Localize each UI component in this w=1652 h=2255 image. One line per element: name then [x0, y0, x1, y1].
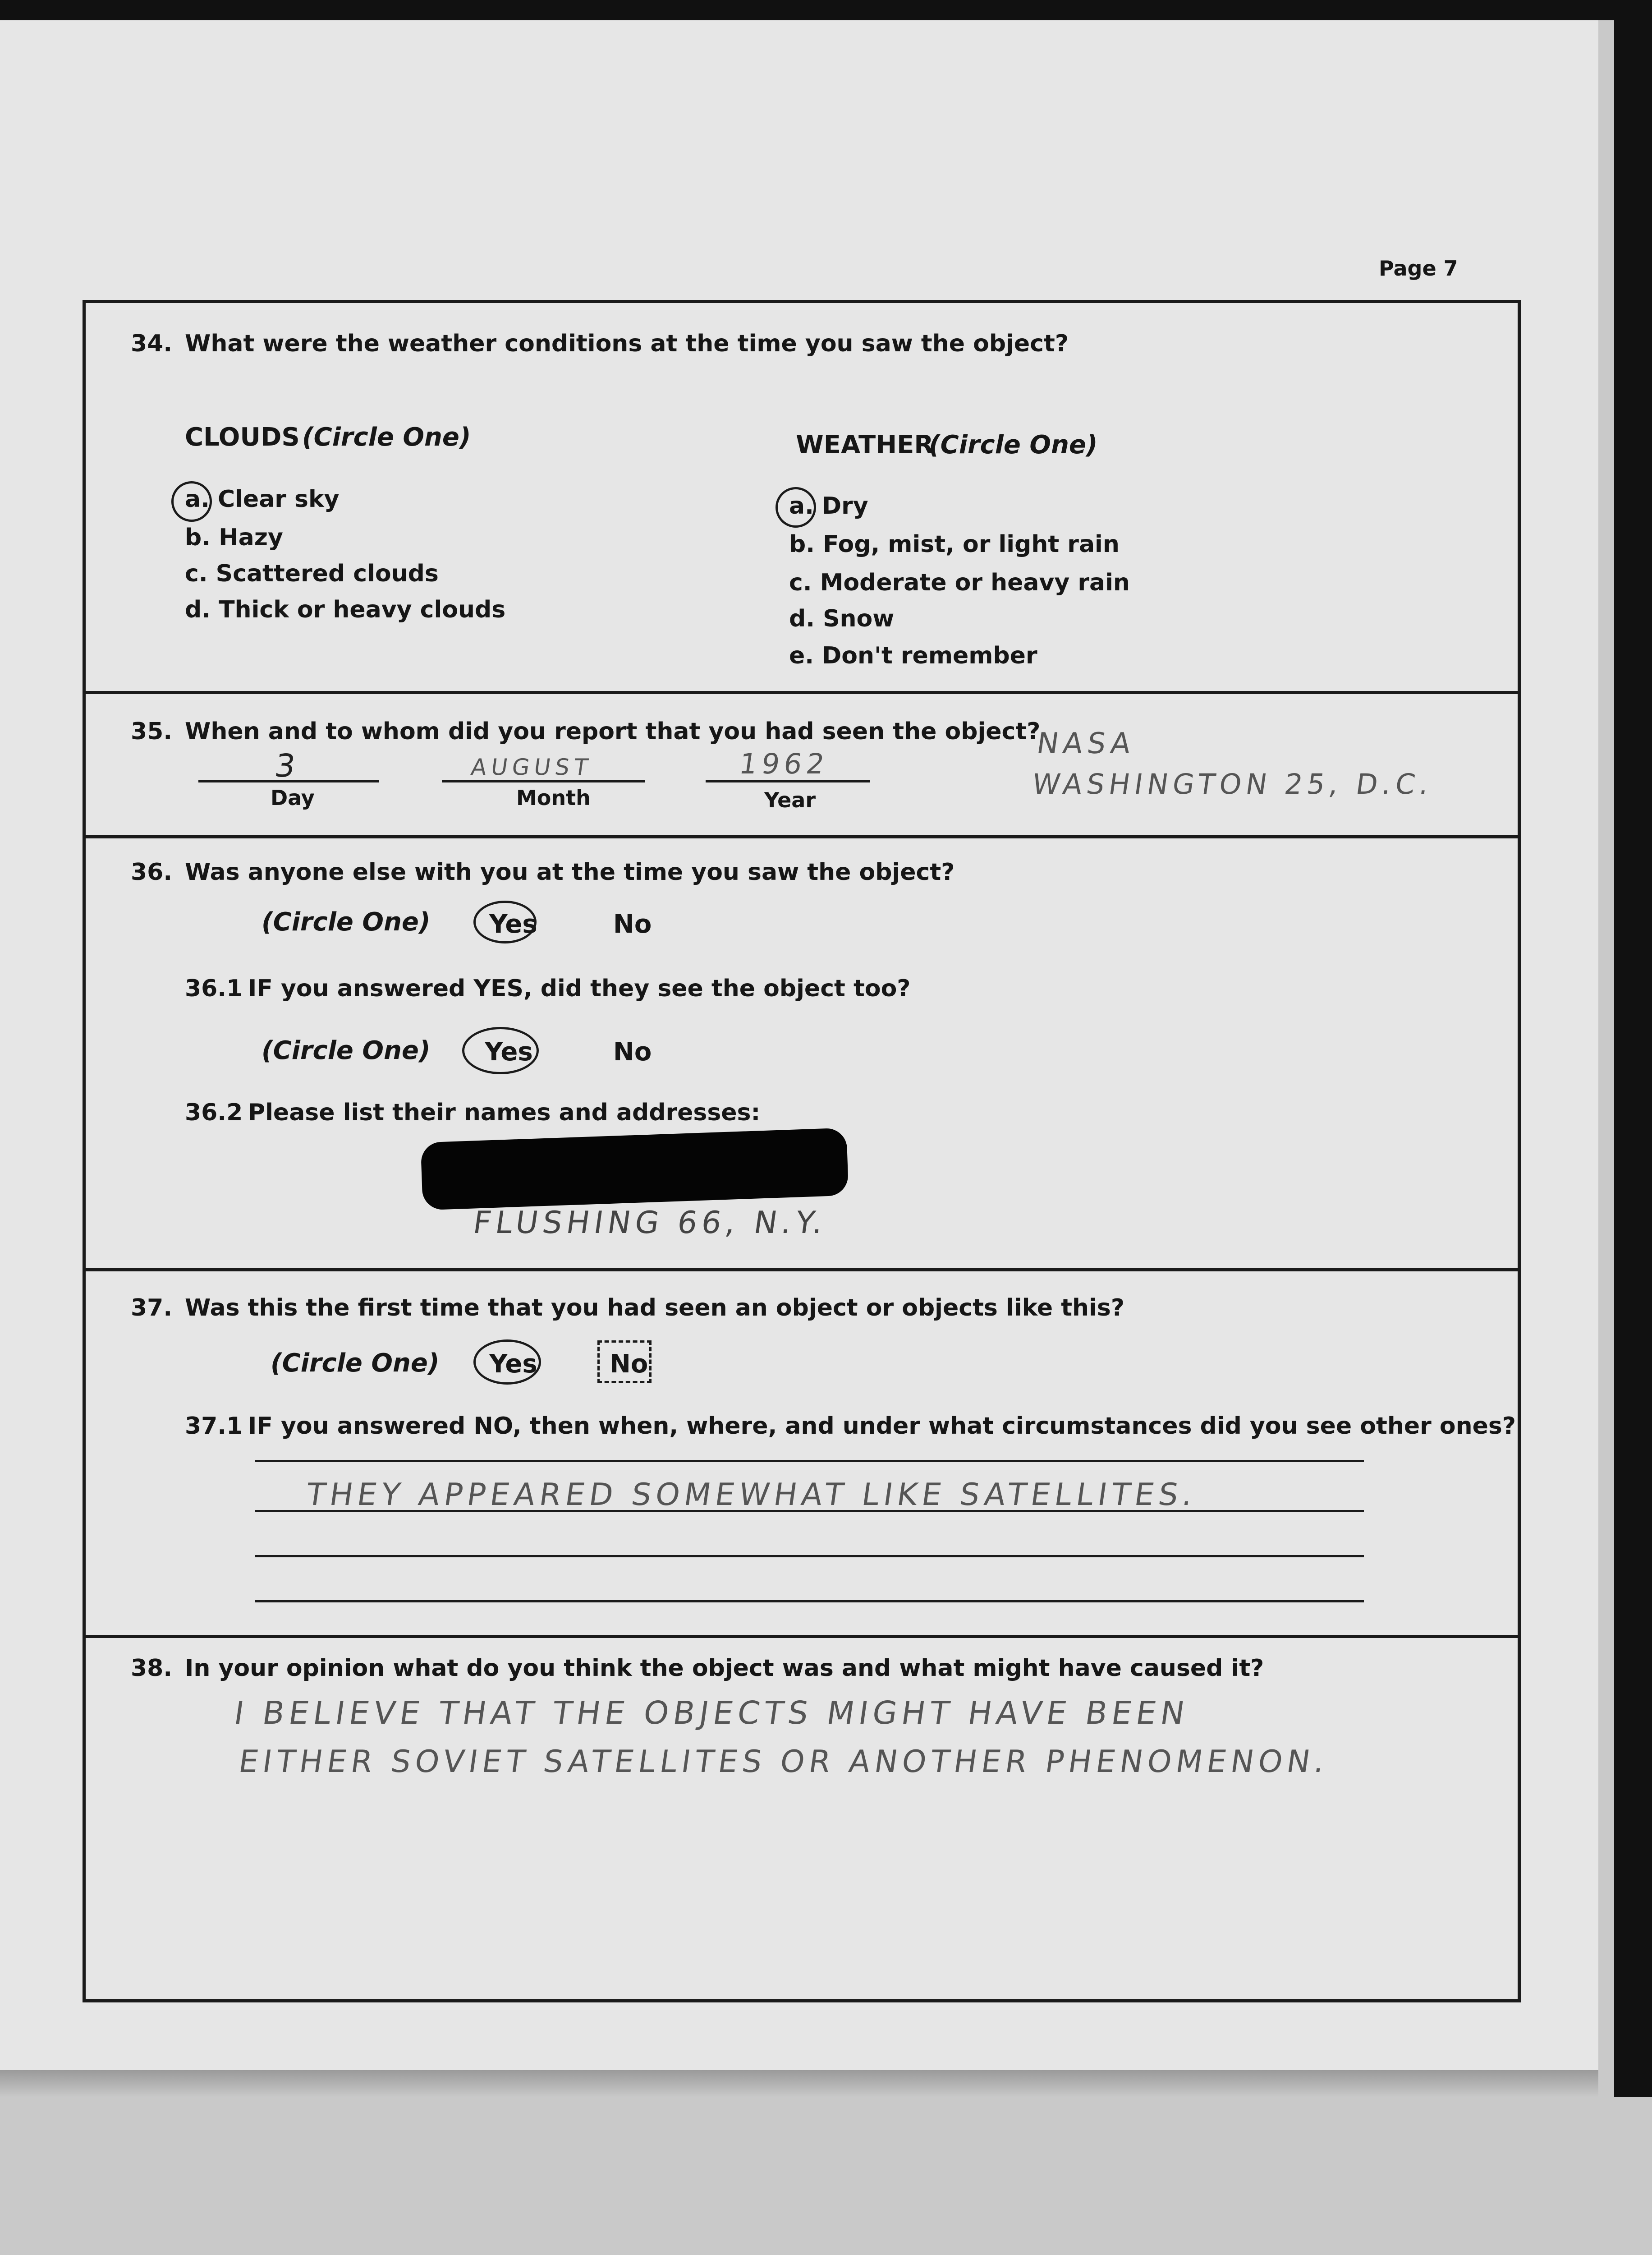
witness-address[interactable]: FLUSHING 66, N.Y. [471, 1205, 830, 1241]
q37-1-question: IF you answered NO, then when, where, and under what circumstances did you see other ones? [248, 1413, 1516, 1440]
q36-1-no[interactable]: No [613, 1037, 652, 1067]
weather-option-b[interactable]: b. Fog, mist, or light rain [789, 531, 1120, 558]
q37-question: Was this the first time that you had seen an object or objects like this? [185, 1294, 1125, 1321]
q37-1-number: 37.1 [185, 1413, 243, 1440]
q36-yes[interactable]: Yes [489, 910, 537, 939]
month-label: Month [516, 786, 591, 810]
weather-option-a[interactable]: a. Dry [789, 492, 868, 520]
q36-instruction: (Circle One) [262, 907, 431, 937]
q37-no-box [597, 1340, 652, 1383]
report-recipient-line1[interactable]: NASA [1034, 727, 1138, 760]
answer-line [255, 1460, 1364, 1462]
q36-question: Was anyone else with you at the time you saw the object? [185, 859, 955, 886]
weather-label: WEATHER [796, 430, 934, 460]
weather-option-d[interactable]: d. Snow [789, 605, 895, 632]
section-divider [86, 1268, 1518, 1271]
questionnaire-form [83, 300, 1521, 2002]
weather-option-c[interactable]: c. Moderate or heavy rain [789, 569, 1130, 596]
q37-yes[interactable]: Yes [489, 1349, 537, 1379]
q38-number: 38. [131, 1655, 173, 1682]
month-line [442, 780, 645, 782]
report-month-value[interactable]: AUGUST [469, 754, 594, 780]
scan-border-top [0, 0, 1652, 20]
q35-number: 35. [131, 718, 173, 745]
q37-yes-circle [473, 1339, 541, 1385]
clouds-option-b[interactable]: b. Hazy [185, 524, 283, 551]
q35-question: When and to whom did you report that you had seen the object? [185, 718, 1041, 745]
answer-line [255, 1600, 1364, 1602]
q38-answer-line1[interactable]: I BELIEVE THAT THE OBJECTS MIGHT HAVE BEEN [232, 1694, 1192, 1731]
q36-2-question: Please list their names and addresses: [248, 1099, 761, 1126]
section-divider [86, 835, 1518, 838]
q36-1-yes[interactable]: Yes [485, 1037, 533, 1067]
q34-question: What were the weather conditions at the time you saw the object? [185, 330, 1069, 357]
year-line [706, 780, 870, 782]
clouds-instruction: (Circle One) [302, 423, 471, 452]
q37-instruction: (Circle One) [271, 1348, 440, 1378]
page-number: Page 7 [1379, 256, 1458, 281]
page-shadow [0, 2070, 1598, 2097]
report-year-value[interactable]: 1962 [737, 747, 831, 780]
clouds-option-a[interactable]: a. Clear sky [185, 486, 340, 513]
q36-2-number: 36.2 [185, 1099, 243, 1126]
q36-number: 36. [131, 859, 173, 886]
section-divider [86, 1635, 1518, 1638]
answer-line [255, 1510, 1364, 1512]
weather-instruction: (Circle One) [929, 430, 1098, 460]
day-label: Day [271, 786, 315, 810]
clouds-option-d[interactable]: d. Thick or heavy clouds [185, 596, 506, 623]
scan-border-right [1614, 0, 1652, 2097]
q36-no[interactable]: No [613, 910, 652, 939]
q37-1-answer[interactable]: THEY APPEARED SOMEWHAT LIKE SATELLITES. [304, 1477, 1200, 1513]
q36-1-yes-circle [462, 1027, 539, 1074]
q37-number: 37. [131, 1294, 173, 1321]
q36-1-instruction: (Circle One) [262, 1036, 431, 1065]
q36-1-number: 36.1 [185, 975, 243, 1002]
year-label: Year [764, 788, 816, 812]
q34-number: 34. [131, 330, 173, 357]
weather-selection-circle [776, 487, 816, 528]
q38-question: In your opinion what do you think the object was and what might have caused it? [185, 1655, 1264, 1682]
clouds-option-c[interactable]: c. Scattered clouds [185, 560, 439, 587]
clouds-label: CLOUDS [185, 423, 300, 452]
answer-line [255, 1555, 1364, 1557]
q36-yes-circle [473, 901, 537, 943]
q37-no[interactable]: No [610, 1349, 648, 1379]
redaction-block [421, 1128, 849, 1210]
report-recipient-line2[interactable]: WASHINGTON 25, D.C. [1030, 768, 1436, 801]
clouds-selection-circle [171, 481, 212, 522]
section-divider [86, 691, 1518, 694]
weather-option-e[interactable]: e. Don't remember [789, 642, 1037, 669]
q38-answer-line2[interactable]: EITHER SOVIET SATELLITES OR ANOTHER PHENOMENON. [236, 1744, 1331, 1780]
day-line [198, 780, 379, 782]
report-day-value[interactable]: 3 [272, 747, 303, 784]
q36-1-question: IF you answered YES, did they see the object too? [248, 975, 911, 1002]
